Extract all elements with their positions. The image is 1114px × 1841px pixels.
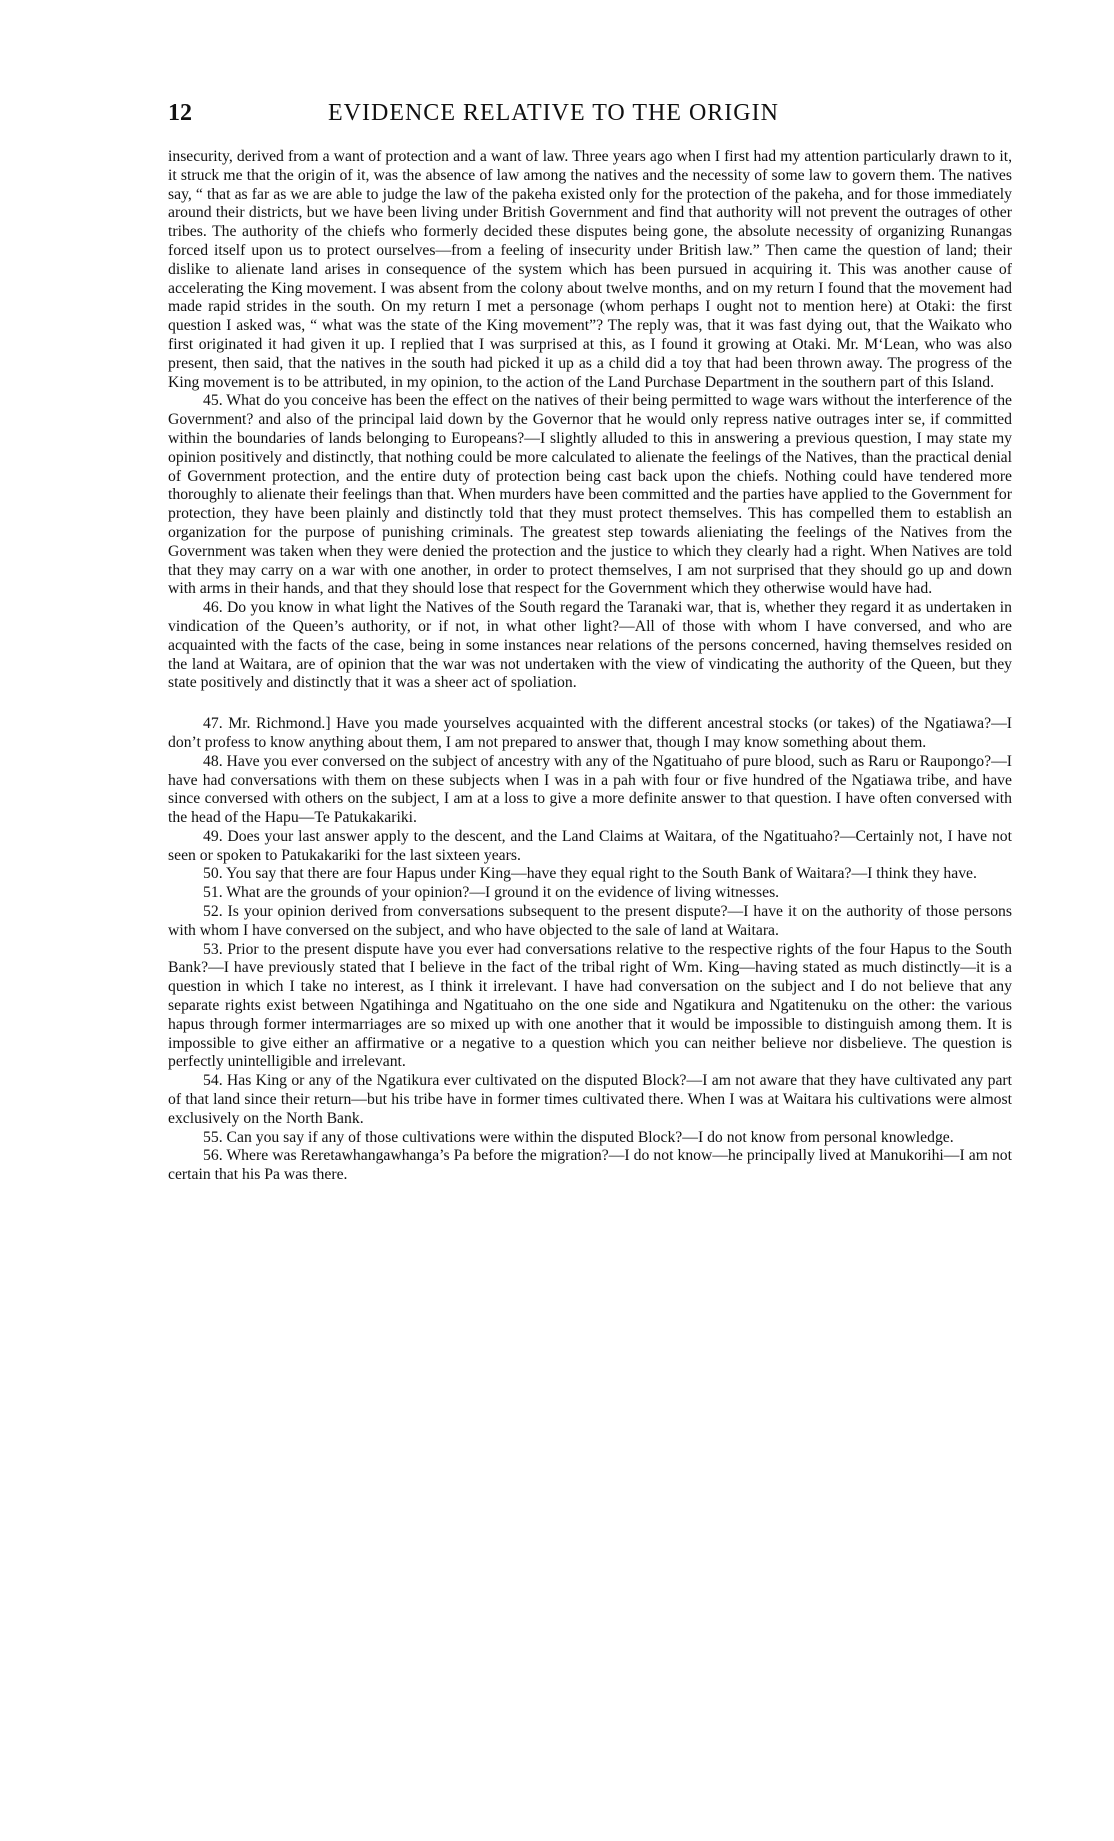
paragraph-q56: 56. Where was Reretawhangawhanga’s Pa before the migration?—I do not know—he principally lived at Manukorihi—I am not certain that his Pa was there.	[168, 1147, 1012, 1184]
paragraph-continuation: insecurity, derived from a want of protection and a want of law. Three years ago when I first had my attention particularly drawn to it, it struck me that the origin of it, was the absence of law among the natives and the necessity of some law to govern them. The natives say, “ that as far as we are able to judge the law of the pakeha existed only for the protection of the pakeha, and for those immediately around their districts, but we have been living under British Government and find that authority will not prevent the outrages of other tribes. The authority of the chiefs who formerly decided these disputes being gone, the absolute necessity of organizing Runangas forced itself upon us to protect ourselves—from a feeling of insecurity under British law.” Then came the question of land; their dislike to alienate land arises in consequence of the system which has been pursued in acquiring it. This was another cause of accelerating the King movement. I was absent from the colony about twelve months, and on my return I found that the movement had made rapid strides in the south. On my return I met a personage (whom perhaps I ought not to mention here) at Otaki: the first question I asked was, “ what was the state of the King movement”? The reply was, that it was fast dying out, that the Waikato who first originated it had given it up. I replied that I was surprised at this, as I found it growing at Otaki. Mr. M‘Lean, who was also present, then said, that the natives in the south had picked it up as a child did a toy that had been thrown away. The progress of the King movement is to be attributed, in my opinion, to the action of the Land Purchase Department in the southern part of this Island.	[168, 148, 1012, 391]
paragraph-q46: 46. Do you know in what light the Natives of the South regard the Taranaki war, that is, whether they regard it as undertaken in vindication of the Queen’s authority, or if not, in what other light?—All of those with whom I have conversed, and who are acquainted with the facts of the case, being in some instances near relations of the persons concerned, having themselves resided on the land at Waitara, are of opinion that the war was not undertaken with the view of vindicating the authority of the Queen, but they state positively and distinctly that it was a sheer act of spoliation.	[168, 599, 1012, 692]
section-spacer	[168, 693, 1012, 715]
paragraph-q50: 50. You say that there are four Hapus under King—have they equal right to the South Bank of Waitara?—I think they have.	[203, 865, 977, 883]
paragraph-q45: 45. What do you conceive has been the effect on the natives of their being permitted to wage wars without the interference of the Government? and also of the principal laid down by the Governor that he would only repress native outrages inter se, if committed within the boundaries of lands belonging to Europeans?—I slightly alluded to this in answering a previous question, I may state my opinion positively and distinctly, that nothing could be more calculated to alienate the feelings of the Natives, than the practical denial of Government protection, and the entire duty of protection being cast back upon the chiefs. Nothing could have tendered more thoroughly to alienate their feelings than that. When murders have been committed and the parties have applied to the Government for protection, they have been plainly and distinctly told that they must protect themselves. This has compelled them to establish an organization for the purpose of punishing criminals. The greatest step towards alieniating the feelings of the Natives from the Government was taken when they were denied the protection and the justice to which they clearly had a right. When Natives are told that they may carry on a war with one another, in order to protect themselves, I am not surprised that they should go up and down with arms in their hands, and that they should lose that respect for the Government which they otherwise would have had.	[168, 392, 1012, 598]
paragraph-q48: 48. Have you ever conversed on the subject of ancestry with any of the Ngatituaho of pure blood, such as Raru or Raupongo?—I have had conversations with them on these subjects when I was in a pah with four or five hundred of the Ngatiawa tribe, and have since conversed with others on the subject, I am at a loss to give a more definite answer to that question. I have often conversed with the head of the Hapu—Te Patukakariki.	[168, 752, 1012, 827]
paragraph-q53: 53. Prior to the present dispute have you ever had conversations relative to the respective rights of the four Hapus to the South Bank?—I have previously stated that I believe in the fact of the tribal right of Wm. King—having stated as much distinctly—it is a question in which I take no interest, as I think it irrelevant. I have had conversation on the subject and I do not believe that any separate rights exist between Ngatihinga and Ngatituaho on the one side and Ngatikura and Ngatitenuku on the other: the various hapus through former intermarriages are so mixed up with one another that it would be impossible to distinguish among them. It is impossible to give either an affirmative or a negative to a question which you can neither believe nor disbelieve. The question is perfectly unintelligible and irrelevant.	[168, 940, 1012, 1071]
running-title: EVIDENCE RELATIVE TO THE ORIGIN	[328, 100, 779, 126]
paragraph-q47: 47. Mr. Richmond.] Have you made yourselves acquainted with the different ancestral stocks (or takes) of the Ngatiawa?—I don’t profess to know anything about them, I am not prepared to answer that, though I may know something about them.	[168, 715, 1012, 751]
paragraph-q49: 49. Does your last answer apply to the descent, and the Land Claims at Waitara, of the Ngatituaho?—Certainly not, I have not seen or spoken to Patukakariki for the last sixteen years.	[168, 827, 1012, 864]
paragraph-q54: 54. Has King or any of the Ngatikura ever cultivated on the disputed Block?—I am not aware that they have cultivated any part of that land since their return—but his tribe have in former times cultivated there. When I was at Waitara his cultivations were almost exclusively on the North Bank.	[168, 1072, 1012, 1127]
paragraph-q55: 55. Can you say if any of those cultivations were within the disputed Block?—I do not know from personal knowledge.	[203, 1128, 954, 1146]
paragraph-q52: 52. Is your opinion derived from conversations subsequent to the present dispute?—I have it on the authority of those persons with whom I have conversed on the subject, and who have objected to the sale of land at Waitara.	[168, 903, 1012, 939]
body-text	[168, 148, 1012, 1185]
page-header	[168, 100, 968, 134]
page-number: 12	[168, 100, 192, 126]
paragraph-q51: 51. What are the grounds of your opinion?—I ground it on the evidence of living witnesses.	[203, 884, 780, 902]
